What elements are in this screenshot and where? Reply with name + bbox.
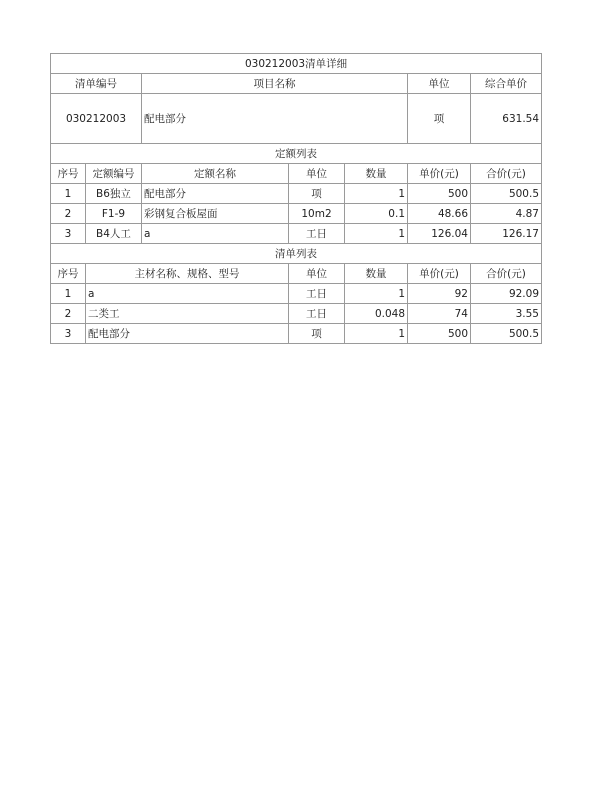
materials-row bbox=[51, 284, 542, 304]
quota-col-name: 定额名称 bbox=[142, 164, 289, 184]
quota-row bbox=[51, 224, 542, 244]
quota-name: 配电部分 bbox=[142, 184, 289, 204]
quota-col-unit: 单位 bbox=[289, 164, 345, 184]
bill-detail-table bbox=[50, 53, 542, 164]
materials-section-title: 清单列表 bbox=[51, 244, 542, 264]
materials-name: 配电部分 bbox=[86, 324, 289, 344]
quota-total: 126.17 bbox=[471, 224, 542, 244]
materials-unit-price: 92 bbox=[408, 284, 471, 304]
quota-row bbox=[51, 204, 542, 224]
materials-unit-price: 74 bbox=[408, 304, 471, 324]
quota-code: F1-9 bbox=[86, 204, 142, 224]
materials-qty: 1 bbox=[345, 284, 408, 304]
bill-price: 631.54 bbox=[471, 94, 542, 144]
materials-total: 92.09 bbox=[471, 284, 542, 304]
quota-total: 4.87 bbox=[471, 204, 542, 224]
header-unit-label: 单位 bbox=[408, 74, 471, 94]
materials-row bbox=[51, 324, 542, 344]
quota-qty: 1 bbox=[345, 224, 408, 244]
quota-row bbox=[51, 184, 542, 204]
header-code-label: 清单编号 bbox=[51, 74, 142, 94]
materials-col-qty: 数量 bbox=[345, 264, 408, 284]
quota-unit-price: 500 bbox=[408, 184, 471, 204]
materials-name: a bbox=[86, 284, 289, 304]
bill-name: 配电部分 bbox=[142, 94, 408, 144]
quota-name: 彩钢复合板屋面 bbox=[142, 204, 289, 224]
materials-col-seq: 序号 bbox=[51, 264, 86, 284]
quota-total: 500.5 bbox=[471, 184, 542, 204]
bill-unit: 项 bbox=[408, 94, 471, 144]
quota-code: B6独立 bbox=[86, 184, 142, 204]
materials-col-name: 主材名称、规格、型号 bbox=[86, 264, 289, 284]
header-name-label: 项目名称 bbox=[142, 74, 408, 94]
quota-col-code: 定额编号 bbox=[86, 164, 142, 184]
materials-seq: 2 bbox=[51, 304, 86, 324]
materials-unit: 工日 bbox=[289, 304, 345, 324]
quota-col-unit-price: 单价(元) bbox=[408, 164, 471, 184]
materials-row bbox=[51, 304, 542, 324]
quota-table bbox=[50, 163, 542, 264]
quota-col-qty: 数量 bbox=[345, 164, 408, 184]
quota-unit: 工日 bbox=[289, 224, 345, 244]
bill-code: 030212003 bbox=[51, 94, 142, 144]
quota-section-title: 定额列表 bbox=[51, 144, 542, 164]
materials-unit: 工日 bbox=[289, 284, 345, 304]
materials-col-unit-price: 单价(元) bbox=[408, 264, 471, 284]
quota-unit-price: 126.04 bbox=[408, 224, 471, 244]
materials-qty: 1 bbox=[345, 324, 408, 344]
sheet-title: 030212003清单详细 bbox=[51, 54, 542, 74]
quota-seq: 2 bbox=[51, 204, 86, 224]
materials-total: 500.5 bbox=[471, 324, 542, 344]
materials-table bbox=[50, 263, 542, 344]
header-price-label: 综合单价 bbox=[471, 74, 542, 94]
bill-detail-sheet bbox=[50, 53, 541, 344]
materials-col-unit: 单位 bbox=[289, 264, 345, 284]
materials-col-total: 合价(元) bbox=[471, 264, 542, 284]
quota-unit: 10m2 bbox=[289, 204, 345, 224]
materials-seq: 3 bbox=[51, 324, 86, 344]
quota-unit: 项 bbox=[289, 184, 345, 204]
quota-seq: 3 bbox=[51, 224, 86, 244]
quota-qty: 1 bbox=[345, 184, 408, 204]
materials-name: 二类工 bbox=[86, 304, 289, 324]
quota-col-total: 合价(元) bbox=[471, 164, 542, 184]
materials-seq: 1 bbox=[51, 284, 86, 304]
quota-code: B4人工 bbox=[86, 224, 142, 244]
materials-total: 3.55 bbox=[471, 304, 542, 324]
quota-name: a bbox=[142, 224, 289, 244]
materials-unit-price: 500 bbox=[408, 324, 471, 344]
quota-unit-price: 48.66 bbox=[408, 204, 471, 224]
quota-qty: 0.1 bbox=[345, 204, 408, 224]
materials-unit: 项 bbox=[289, 324, 345, 344]
quota-col-seq: 序号 bbox=[51, 164, 86, 184]
quota-seq: 1 bbox=[51, 184, 86, 204]
materials-qty: 0.048 bbox=[345, 304, 408, 324]
